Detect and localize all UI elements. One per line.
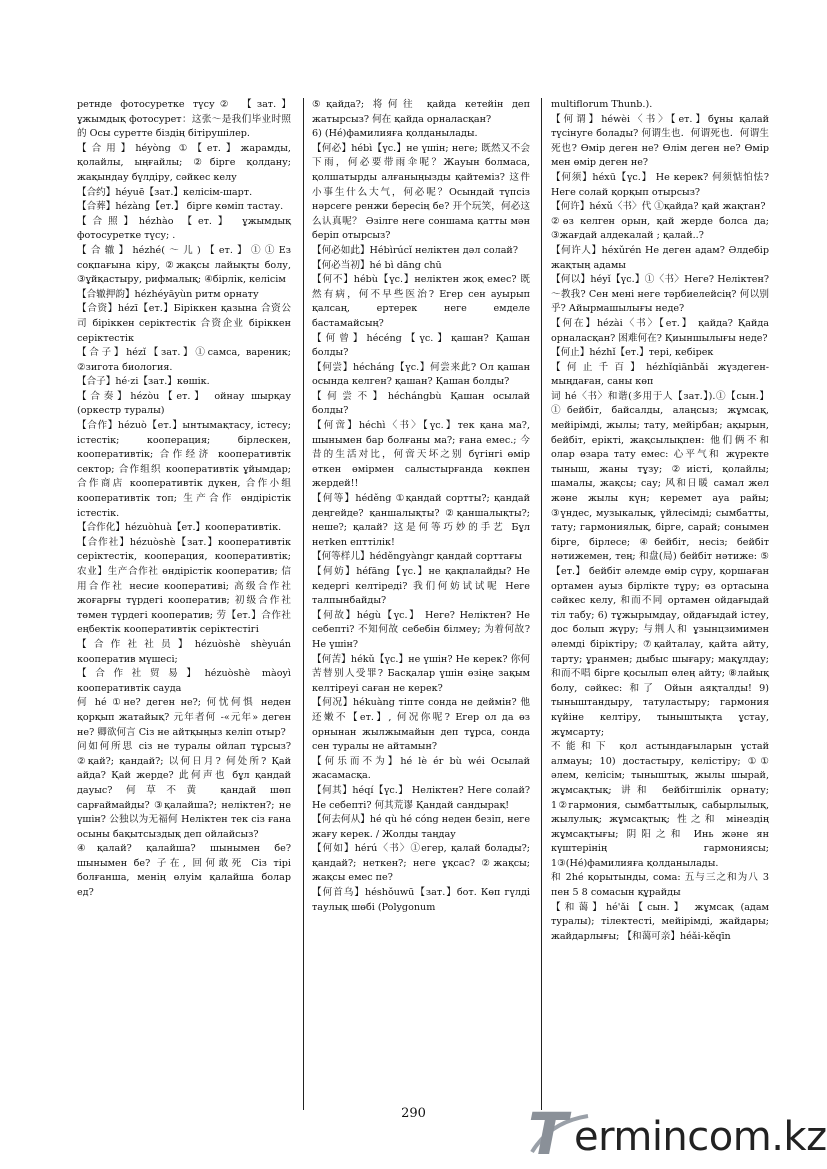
dictionary-entry: 【合作社贸易】hézuòshè màoyì кооперативтік сауда — [77, 668, 291, 694]
dictionary-entry: 【何去何从】hé qù hé cóng неден безіп, неге жағу керек. / Жолды таңдау — [312, 814, 530, 840]
dictionary-entry: 【合子】hé·zi【зат.】көшік. — [77, 376, 210, 388]
dictionary-entry: 【何曾】hécéng【үс.】қашан? Қашан болды? — [312, 332, 530, 359]
column-divider — [541, 98, 542, 1110]
dictionary-entry: 【合辙押韵】hézhéyāyùn ритм орнату — [77, 288, 259, 300]
dictionary-entry: 【合照】hézhào 【ет.】 ұжымдық фотосуретке түсу; . — [77, 215, 291, 242]
dictionary-entry: 【何许人】héxǔrén Не деген адам? Әлдебір жақтың адамы — [551, 244, 769, 271]
dictionary-entry: 【何况】hékuàng тіпте сонда не деймін? 他还嫩不【ет.】, 何况你呢? Егер ол да өз орнынан жылжымайын деп тұрса, сонда сен туралы не айтамын? — [312, 697, 530, 753]
dictionary-entry: 【何苦】hékǔ【үс.】не үшін? Не керек? 你何苦替别人受罪? Басқалар үшін өзіңе зақым келтіреуі саған не керек? — [312, 653, 530, 694]
dictionary-entry: 【何在】hézài〈书〉【ет.】 қайда? Қайда орналасқан? 困难何在? Қиыншылығы неде? — [551, 317, 769, 344]
dictionary-entry: 【何等样儿】héděngyàngr қандай сорттағы — [312, 551, 522, 563]
dictionary-entry: 【何尝不】héchángbù Қашан осылай болды? — [312, 390, 530, 417]
dictionary-entry: 【何必】hébì【үс.】не үшін; неге; 既然又不会下雨，何必要带雨伞呢？Жауын болмаса, қолшатырды алғаныңызды қайтеміз? 这件小事生什么大气，何必呢？Осындай түпсіз нәрсеге ренжи бересің бе? 开个玩笑，何必这么认真呢？ Әзілге неге соншама қатты мән беріп отырсыз? — [312, 142, 530, 242]
dictionary-entry: 【何尝】hécháng【үс.】何尝来此? Ол қашан осында келген? қашан? Қашан болды? — [312, 361, 530, 388]
dictionary-entry: 【合奏】hézòu【ет.】 ойнау шырқау (оркестр туралы) — [77, 390, 291, 417]
dictionary-entry: 【合葬】hézàng【ет.】 бірге көміп тастау. — [77, 201, 284, 213]
dictionary-entry: 词 hé〈书〉和谐(多用于人【зат.】).①【сын.】 ①бейбіт, байсалды, алаңсыз; жұмсақ, мейірімді, жылы; тату, мейірбан; ақырын, бейбіт, ерікті, жақсылықпен: 他们俩不和 олар өзара тату емес: 心平气和 жүректе тыныш, жаны тұзу; ②иісті, қолайлы; шамалы, жақсы; сау; 风和日暖 самал жел және жылы күн; керемет ауа райы; ③үндес, музыкалық, үйлесімді; сымбатты, тату; гармониялық, бірге, сарай; сонымен бірге, бірлесе; ④бейбіт, несіз; бейбіт нәтижемен, тең; 和盘(局) бейбіт нәтиже: ⑤ 【ет.】 бейбіт әлемде өмір сүру, қоршаған ортамен ауыз бірлікте тұру; өз ортасына сәйкес келу, 和而不同 ортамен ойдағыдай тіл табу; 6) тұжырымдау, ойдағыдай істеу, дос болып жүру; 与荆人和 ұзынцзимимен әлемді біріктіру; ⑦қайталау, қайта айту, тарту; ұранмен; дыбыс шығару; мақұлдау; 和而不唱 бірге қосылып өлең айту; ⑧лайық болу, сәйкес: 和了 Ойын аяқталды! 9) тыныштандыру, татуластыру; гармония күйіне келтіру, тыныштықта ұстау, жұмсарту; — [551, 390, 769, 738]
dictionary-entry: 【合作社】hézuòshè【зат.】кооперативтік серіктестік, кооперация, кооперативтік; 农业】生产合作社 өндірістік кооператив; 信用合作社 несие кооперативі; 高级合作社 жоғарғы түрдегі кооператив; 初级合作社 төмен түрдегі кооператив; 劳【ет.】合作社 еңбектік кооперативтік серіктестігі — [77, 536, 291, 636]
dictionary-entry: 【何故】hégù【үс.】 Неге? Неліктен? Не себепті? 不知何故 себебін білмеу; 为着何故? Не үшін? — [312, 609, 530, 650]
dictionary-entry: 【何其】héqí【үс.】 Неліктен? Неге солай? Не себепті? 何其荒谬 Қандай сандырақ! — [312, 784, 530, 811]
dictionary-entry: 【何必当初】hé bì dāng chū — [312, 259, 442, 271]
dictionary-entry: 【何止千百】hézhǐqiānbǎi жүздеген-мыңдаған, саны көп — [551, 361, 769, 388]
termincom-logo[interactable] — [528, 1100, 827, 1168]
dictionary-entry: 【何谓】héwèi〈书〉【ет.】бұны қалай түсінуге болады? 何谓生也．何谓死也．何谓生死也? Өмір деген не? Өлім деген не? Өмір мен өмір деген не? — [551, 113, 769, 169]
page-number: 290 — [401, 1106, 426, 1121]
dictionary-entry: 【合约】héyuē【зат.】келісім-шарт. — [77, 186, 253, 198]
dictionary-entry: 【合辙】hézhé(～儿)【ет.】①①Ез соқпағына кіру, ②жақсы лайықты болу, ③ұйқастыру, рифмалық; ④бірлік, келісім — [77, 244, 291, 286]
dictionary-entry: 【何首乌】héshǒuwū【зат.】бот. Көп гүлді таулық шөбі (Polygonum — [312, 887, 530, 913]
dictionary-entry: 和 2hé қорытынды, сома: 五与三之和为八 3 пен 5 8 сомасын құрайды — [551, 872, 769, 899]
column-left — [77, 98, 291, 901]
column-divider — [303, 98, 304, 1110]
dictionary-entry: 【何妨】héfāng【үс.】не қақпалайды? Не кедергі келтіреді? 我们何妨试试呢 Неге талпынбайды? — [312, 566, 530, 607]
dictionary-entry: 【合资】hézī【ет.】Біріккен қазына 合资公司 біріккен серіктестік 合资企业 біріккен серіктестік — [77, 303, 291, 344]
dictionary-entry: 【何乐而不为】hé lè ér bù wéi Осылай жасамасқа. — [312, 755, 530, 782]
dictionary-entry: 【何止】hézhǐ【ет.】тері, кебірек — [551, 347, 714, 359]
column-right — [551, 98, 769, 944]
dictionary-entry: multiflorum Thunb.). — [551, 99, 653, 110]
dictionary-entry: 【何如】hérú〈书〉①егер, қалай болады?; қандай?; неткен?; неге ұқсас? ②жақсы; жақсы емес пе? — [312, 843, 530, 884]
dictionary-entry: 【何等】héděng ①қандай сортты?; қандай деңгейде? қаншалықты? ②қаншалықты?; неше?; қалай? 这是何等巧妙的手艺 Бұл нетken епттілік! — [312, 493, 530, 548]
dictionary-entry: 问如何所思 сіз не туралы ойлап тұрсыз? ②қай?; қандай?; 以何日月? 何处所? Қай айда? Қай жерде? 此何声也 бұл қандай дауыс? 何草不黄 қандай шөп сарғаймайды? ③қалайша?; неліктен?; не үшін? 公独以为无福何 Неліктен тек сіз ғана осыны бақытсыздық деп ойлайсыз? — [77, 741, 291, 840]
dictionary-entry: 【何以】héyǐ【үс.】①〈书〉Неге? Неліктен? ～教我? Сен мені неге тәрбиелейсің? 何以别乎? Айырмашылығы неде? — [551, 274, 769, 315]
logo-initial: T — [528, 1100, 568, 1168]
dictionary-entry: ретнде фотосуретке түсу② 【зат.】ұжымдық фотосурет：这张～是我们毕业时照的 Осы суретте біздің бітірушілер. — [77, 99, 291, 140]
dictionary-entry: 【何许】héxǔ〈书〉代 ①қайда? қай жақтан? — [551, 201, 766, 213]
dictionary-entry: 【合用】héyòng ①【ет.】жарамды, қолайлы, ыңғайлы; ②бірге қолдану; жақындау бүлдіру, сәйкес келу — [77, 142, 291, 183]
dictionary-entry: 【和蔼】hé'ǎi【сын.】 жұмсақ (адам туралы); тілектесті, мейірімді, жайдары; жайдарлығы; 【和蔼可亲】héǎi-kěqīn — [551, 901, 769, 942]
dictionary-entry: ④қалай? қалайша? шынымен бе? шынымен бе? 子在, 回何敢死 Сіз тірі болғанша, менің өлуім қалайша болар ед? — [77, 843, 291, 899]
dictionary-entry: 【合作化】hézuòhuà【ет.】кооперативтік. — [77, 522, 282, 534]
dictionary-entry: 何 hé ①не? деген не?; 何忧何惧 неден қорқып жатайық? 元年者何 -«元年» деген не? 卿欲何言 Сіз не айтқыңыз келіп отыр? — [77, 697, 291, 738]
logo-text: ermincom.kz — [574, 1114, 827, 1160]
dictionary-entry: 【合子】hézǐ【зат.】①самса, вареник; ②зигота биология. — [77, 347, 291, 373]
dictionary-entry: ⑤қайда?; 将何往 қайда кетейін деп жатырсыз? 何在 қайда орналасқан? — [312, 99, 530, 125]
dictionary-entry: ②өз келген орын, қай жерде болса да; ③жағдай алдекалай ; қалай..? — [551, 215, 769, 242]
column-middle — [312, 98, 530, 915]
dictionary-entry: 不能和下 қол астындағыларын ұстай алмауы; 10) достастыру, келістіру; ①① әлем, келісім; тыныштық, жылы шырай, жұмсақтық; 讲和 бейбітшілік орнату; 1②гармония, сымбаттылық, сабырлылық, жылулық; жұмсақтық; 性之和 мінездің жұмсақтығы; 阴阳之和 Инь және ян күштерінің гармониясы; 1③(Hé)фамилияға қолданылады. — [551, 741, 769, 869]
dictionary-entry: 【何须】héxū【үс.】 Не керек? 何须惦怕怯? Неге солай қорқып отырсыз? — [551, 171, 769, 198]
dictionary-entry: 【合作社社员】hézuòshè shèyuán кооператив мүшесі; — [77, 638, 291, 665]
dictionary-entry: 【何啻】héchì〈书〉【үс.】тек қана ма?, шынымен бар болғаны ма?; ғана емес.; 今昔的生活对比，何啻天坏之别 бүгінгі өмір өткен өмірмен салыстырғанда көкпен жердей!! — [312, 420, 530, 490]
dictionary-entry: 【合作】hézuò【ет.】ынтымақтасу, істесу; істестік; кооперация; бірлескен, кооперативтік; 合作经济 кооперативтік сектор; 合作组织 кооперативтік ұйымдар; 合作商店 кооперативтік дүкен, 合作小组 кооперативтік топ; 生产合作 өндірістік істестік. — [77, 420, 291, 519]
dictionary-entry: 【何必如此】Hébìrúcǐ неліктен дәл солай? — [312, 244, 518, 256]
dictionary-entry: 6) (Hé)фамилияға қолданылады. — [312, 128, 478, 140]
dictionary-entry: 【何不】hébù【үс.】неліктен жоқ емес? 既然有病，何不早些医治? Егер сен ауырып қалсаң, ертерек неге емделе бастамайсың? — [312, 274, 530, 329]
